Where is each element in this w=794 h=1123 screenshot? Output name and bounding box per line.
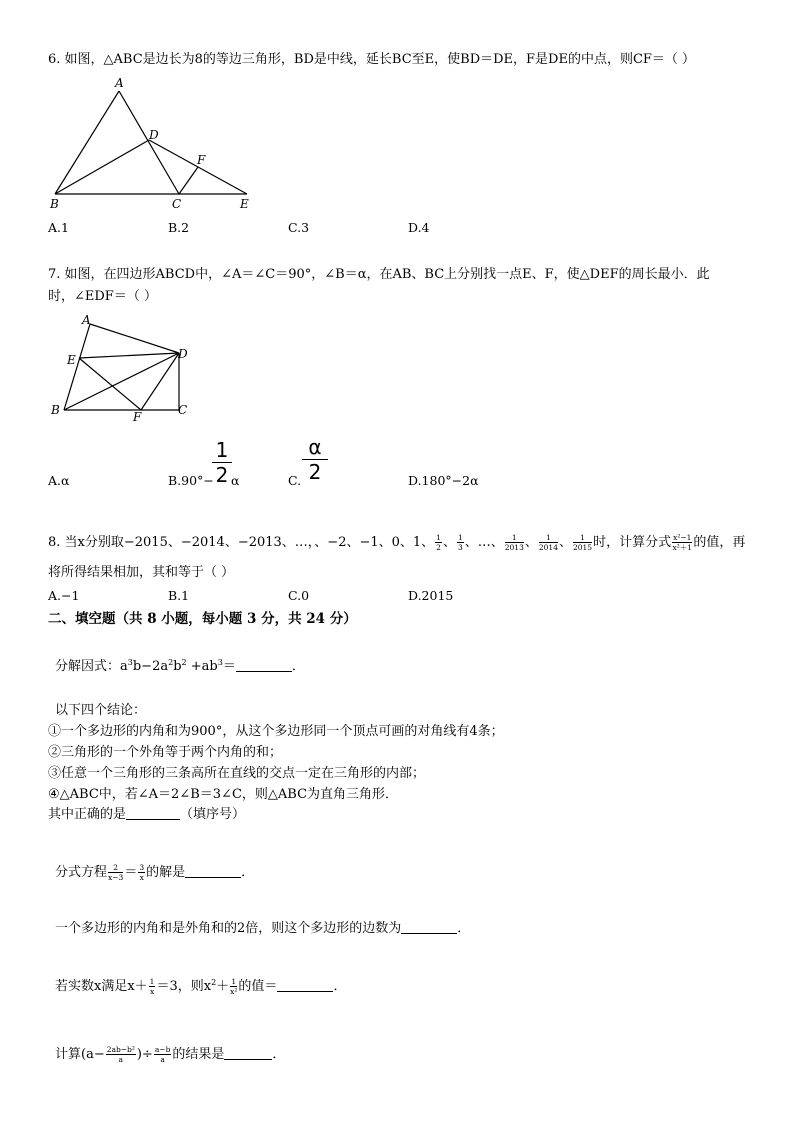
q7-stem-line1: 7. 如图，在四边形ABCD中，∠A＝∠C＝90°，∠B＝α，在AB、BC上分别找一点E、F，使△DEF的周长最小．此 — [48, 267, 710, 282]
q8-option-a: A.−1 — [48, 588, 80, 603]
fill2-item-2: ②三角形的一个外角等于两个内角的和； — [48, 745, 283, 760]
fill3-fraction-equation: 分式方程 $\frac{2}{x-3}$ ＝ $\frac{3}{x}$ 的解是 ． — [55, 862, 255, 882]
q7-option-b-fraction — [212, 440, 232, 485]
fill3-answer-blank[interactable] — [185, 877, 241, 878]
q7-option-b-den: 2 — [215, 463, 229, 487]
q8-frac-expression: $\frac{\text{x²−1}}{\text{x²＋1}}$ — [672, 532, 692, 552]
q7-option-b-num: 1 — [215, 438, 229, 462]
fill6-answer-blank[interactable] — [224, 1059, 272, 1060]
fill6-compute: 计算(a− $\frac{\text{2ab−b²}}{a}$ )÷ $\frac{a-b}{a}$ 的结果是 ． — [55, 1044, 286, 1064]
q7-label-C: C — [178, 403, 188, 417]
fill4-answer-blank[interactable] — [401, 933, 457, 934]
q8-frac-1-2013: $\frac{1}{2013}$ — [504, 532, 524, 552]
q7-label-A: A — [82, 313, 91, 327]
q7-label-B: B — [51, 403, 60, 417]
q8-option-c: C.0 — [288, 588, 310, 603]
q7-label-D: D — [178, 347, 188, 361]
q6-stem: 6. 如图，△ABC是边长为8的等边三角形，BD是中线，延长BC至E，使BD＝DE，F是DE的中点，则CF＝（ ） — [48, 52, 696, 67]
q8-frac-1-2015: $\frac{1}{2015}$ — [572, 532, 593, 552]
q6-label-B: B — [50, 197, 59, 211]
q7-stem-line2: 时，∠EDF＝（ ） — [48, 289, 157, 304]
fill1-factorize: 分解因式：$a^3b-2a^2b^2 +ab^3=$ ． — [55, 658, 305, 674]
q6-label-C: C — [172, 197, 182, 211]
fill2-question: 其中正确的是 （填序号） — [48, 807, 246, 822]
fill1-answer-blank[interactable] — [236, 671, 292, 672]
section-2-heading: 二、填空题（共 8 小题，每小题 3 分，共 24 分） — [48, 611, 357, 627]
q8-frac-1-2014: $\frac{1}{2014}$ — [538, 532, 558, 552]
q7-option-c-fraction — [302, 437, 328, 482]
q8-stem-line1: 8. 当x分别取−2015、−2014、−2013、…，、−2、−1、0、1、 $\frac{1}{2}$ 、 $\frac{1}{3}$ 、…、 $\frac{1}{2013}$ 、 $\frac{1}{2014}$ 、 $\frac{1}{2015}$ 时，计算分式 $\frac{\text{x²−1}}{\text{x²＋1}}$ 的值，再 — [48, 532, 746, 552]
q7-option-b-prefix: B.90°− — [168, 473, 214, 488]
q6-option-d: D.4 — [408, 220, 430, 235]
q7-option-a: A.α — [48, 473, 70, 488]
q7-option-c-prefix: C. — [288, 473, 302, 488]
q8-option-b: B.1 — [168, 588, 190, 603]
fill2-item-4: ④△ABC中，若∠A＝2∠B＝3∠C，则△ABC为直角三角形． — [48, 787, 399, 802]
q8-option-d: D.2015 — [408, 588, 454, 603]
q7-label-F: F — [133, 410, 142, 424]
q7-label-E: E — [67, 353, 76, 367]
fill2-answer-blank[interactable] — [126, 819, 180, 820]
q6-option-c: C.3 — [288, 220, 310, 235]
q6-option-b: B.2 — [168, 220, 190, 235]
q7-option-c-num: α — [308, 435, 322, 459]
q7-option-d: D.180°−2α — [408, 473, 479, 488]
q6-label-F: F — [197, 153, 206, 167]
fill5-reciprocal-sum: 若实数x满足x＋ $\frac{1}{x}$ ＝3，则$x^2+$ $\frac{1}{\text{x²}}$ 的值＝ ． — [55, 976, 347, 996]
q7-option-c-den: 2 — [308, 460, 322, 484]
q8-frac-1-2: $\frac{1}{2}$ — [436, 532, 441, 552]
fill4-polygon-sides: 一个多边形的内角和是外角和的2倍，则这个多边形的边数为 ． — [55, 921, 471, 936]
q8-stem-line2: 将所得结果相加，其和等于（ ） — [48, 565, 235, 580]
fill2-item-1: ①一个多边形的内角和为900°，从这个多边形同一个顶点可画的对角线有4条； — [48, 724, 504, 739]
q8-frac-1-3: $\frac{1}{3}$ — [457, 532, 463, 552]
q6-option-a: A.1 — [48, 220, 69, 235]
q6-label-E: E — [240, 197, 249, 211]
q6-label-A: A — [115, 76, 124, 90]
q7-option-b-suffix: α — [231, 473, 240, 488]
fill2-item-3: ③任意一个三角形的三条高所在直线的交点一定在三角形的内部； — [48, 766, 426, 781]
q6-label-D: D — [149, 128, 159, 142]
fill2-intro: 以下四个结论： — [55, 703, 147, 718]
fill5-answer-blank[interactable] — [277, 991, 333, 992]
